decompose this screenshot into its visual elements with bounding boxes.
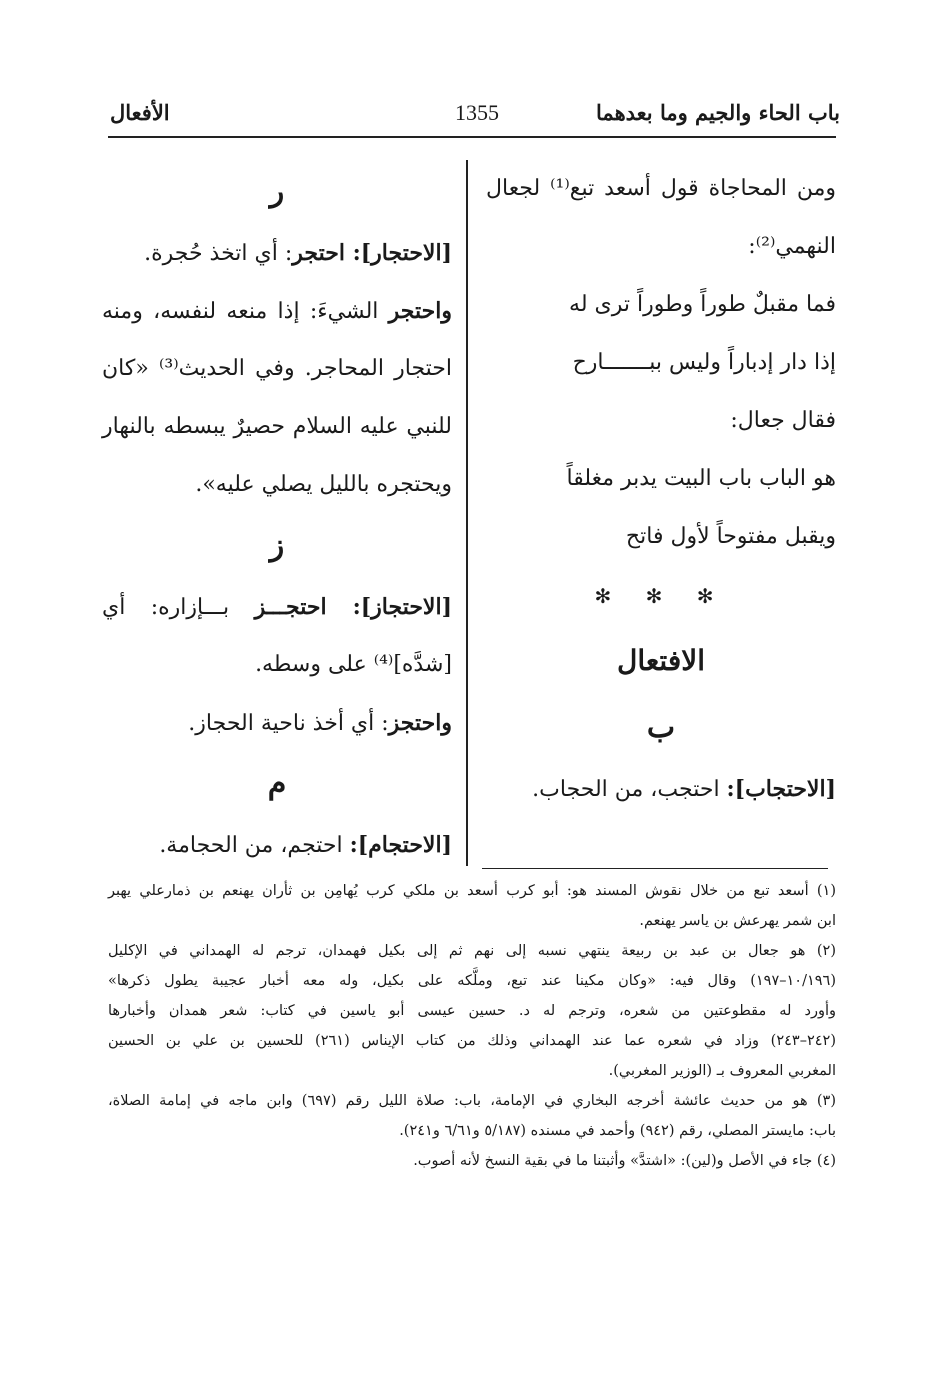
entry-headword: [الاحتجاز]: احتجـــز: [254, 594, 452, 620]
footnote-line: (٣) هو من حديث عائشة أخرجه البخاري في الإمامة، باب: صلاة الليل رقم (٦٩٧) وابن ماجه في إمامة الصلاة،: [108, 1093, 836, 1109]
footnote-line: (١) أسعد تبع من خلال نقوش المسند هو: أبو كرب أسعد بن ملكي كرب يُهامِن بن ثأران يهنعم بن ذمارعلي يهبر: [108, 883, 836, 899]
entry-text: : أي اتخذ حُجرة.: [144, 241, 293, 266]
entry-headword: [الاحتجام]:: [349, 832, 452, 858]
verse-line: هو الباب باب البيت يدبر مغلقاً: [566, 466, 836, 491]
dictionary-entry: [486, 760, 836, 818]
text-line: [شدَّه]⁽⁴⁾ على وسطه.: [255, 652, 452, 677]
entry-headword: واحتجز: [388, 710, 452, 736]
verse-line: فما مقبلٌ طوراً وطوراً ترى له: [569, 292, 836, 317]
entry-text: الشيءَ: إذا منعه لنفسه، ومنه: [102, 299, 389, 324]
footnote-line: (٢) هو جعال بن عبد بن ربيعة ينتهي نسبه إلى نهم ثم إلى بكيل فهمدان، ترجم له الهمداني في الإكليل: [108, 943, 836, 959]
page-number: 1355: [455, 100, 499, 125]
entry-text: بـــإزاره: أي: [102, 595, 255, 620]
footnote-line: ابن شمر يهرعش بن ياسر يهنعم.: [639, 913, 836, 929]
dictionary-entry: [102, 578, 452, 636]
text-line: للنبي عليه السلام حصيرٌ يبسطه بالنهار: [102, 414, 452, 439]
text-line: احتجار المحاجر. وفي الحديث⁽³⁾ «كان: [102, 356, 452, 381]
footnote-rule: [482, 868, 828, 869]
footnote-line: المغربي المعروف بـ (الوزير المغربي).: [608, 1063, 836, 1079]
text-line: ويحتجره بالليل يصلي عليه».: [195, 472, 452, 497]
letter-heading: ب: [646, 710, 676, 745]
entry-text: احتجب، من الحجاب.: [532, 777, 727, 802]
entry-text: احتجم، من الحجامة.: [159, 833, 350, 858]
text-line: ومن المحاجاة قول أسعد تبع⁽¹⁾ لجعال: [486, 176, 836, 201]
left-column: [102, 160, 452, 874]
dictionary-entry: [102, 694, 452, 752]
column-divider: [466, 160, 468, 866]
text-line: النهمي⁽²⁾:: [748, 234, 836, 259]
footnote-line: باب: مايستر المصلي، رقم (٩٤٢) وأحمد في مسنده (٥/١٨٧ و٦/٦١ و٢٤١).: [399, 1123, 836, 1139]
entry-text: : أي أخذ ناحية الحجاز.: [188, 711, 389, 736]
footnote-line: وأورد له مقطوعتين من شعره، وترجم له د. حسين عيسى أبو ياسين في كتاب: شعر همدان وأخبارها: [108, 1003, 836, 1019]
running-header-chapter: باب الحاء والجيم وما بعدهما: [596, 100, 840, 125]
section-heading: الافتعال: [617, 644, 705, 677]
dictionary-entry: [102, 816, 452, 874]
letter-heading: ر: [269, 174, 285, 209]
entry-headword: [الاحتجاب]:: [726, 776, 836, 802]
footnote-line: (٤) جاء في الأصل و(لين): «اشتدَّ» وأثبتنا ما في بقية النسخ لأنه أصوب.: [413, 1153, 836, 1169]
section-divider-stars: ✻ ✻ ✻: [594, 584, 728, 608]
entry-headword: واحتجر: [388, 298, 452, 324]
letter-heading: ز: [269, 528, 285, 563]
verse-line: إذا دار إدباراً وليس ببـــــــارح: [572, 350, 836, 375]
letter-heading: م: [267, 766, 287, 801]
verse-line: ويقبل مفتوحاً لأول فاتح: [625, 524, 836, 549]
entry-headword: [الاحتجار]: احتجر: [292, 240, 452, 266]
header-rule: [108, 136, 836, 138]
footnote-line: (٢٤٢–٢٤٣) وزاد في شعره عما عند الهمداني وذلك من كتاب الإيناس (٢٦١) للحسين بن علي بن الحسين: [108, 1033, 836, 1049]
running-header-section: الأفعال: [110, 100, 170, 125]
text-line: فقال جعال:: [730, 408, 836, 433]
dictionary-entry: [102, 282, 452, 340]
footnote-line: (١٠/١٩٦–١٩٧) وقال فيه: «وكان مكينا عند تبع، وملَّكه على بكيل، وله معه أخبار عجيبة يطول ذكرها»: [108, 973, 836, 989]
footnotes: [108, 876, 836, 1176]
right-column: [486, 160, 836, 818]
dictionary-entry: [102, 224, 452, 282]
